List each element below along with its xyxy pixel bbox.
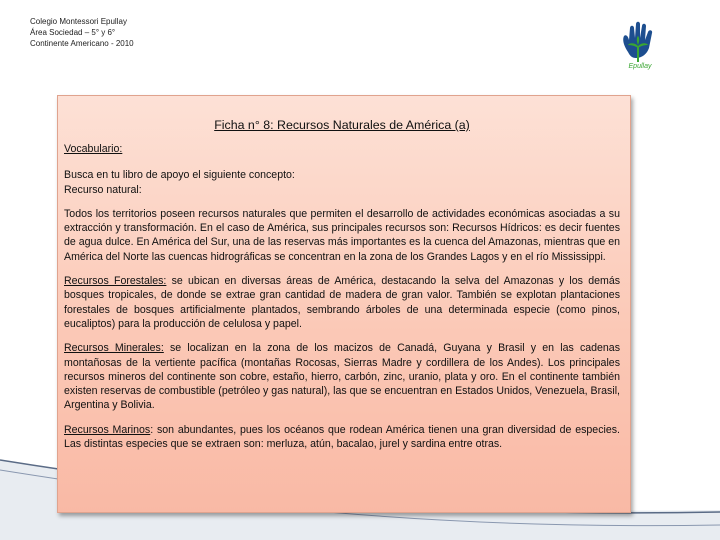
svg-text:Epullay: Epullay xyxy=(628,63,652,70)
forest-label: Recursos Forestales: xyxy=(64,275,167,288)
mineral-paragraph xyxy=(64,341,620,412)
forest-text: se ubican en diversas áreas de América, destacando la selva del Amazonas y los demás bosques tropicales, de donde se extrae gran cantidad de madera de gran valor. También se explotan plantaciones forestales de bosques artificialmente plantados, sembrando árboles de una determinada especie (como pinos, eucaliptos) para la producción de celulosa y papel. xyxy=(64,275,621,330)
vocabulary-label-text: Vocabulario: xyxy=(64,143,123,155)
subject-line: Continente Americano - 2010 xyxy=(30,39,134,48)
task-line-2: Recurso natural: xyxy=(64,183,142,196)
forest-paragraph xyxy=(64,274,620,331)
worksheet-card xyxy=(57,95,631,513)
marine-paragraph xyxy=(64,423,620,452)
worksheet-title: Ficha n° 8: Recursos Naturales de América (a) xyxy=(214,118,470,132)
school-name: Colegio Montessori Epullay xyxy=(30,17,127,26)
marine-label: Recursos Marinos xyxy=(64,423,151,436)
marine-text: : son abundantes, pues los océanos que rodean América tienen una gran diversidad de especies. Las distintas especies que se extraen son: merluza, atún, bacalao, jurel y sardina entre otras. xyxy=(64,423,620,451)
mineral-text: se localizan en la zona de los macizos de Canadá, Guyana y Brasil y en las cadenas montañosas de la vertiente pacífica (montañas Rocosas, Sierras Madre y cordillera de los Andes). Los principales recursos mineros del continente son cobre, estaño, hierro, carbón, zinc, uranio, plata y oro. En el continente también existen reservas de combustible (petróleo y gas natural), las que se encuentran en Estados Unidos, Venezuela, Brasil, Argentina y Bolivia. xyxy=(64,342,621,412)
task-block xyxy=(64,168,620,197)
mineral-label: Recursos Minerales: xyxy=(64,342,164,355)
area-line: Área Sociedad – 5° y 6° xyxy=(30,28,116,37)
task-line-1: Busca en tu libro de apoyo el siguiente concepto: xyxy=(64,169,295,182)
school-header xyxy=(30,16,134,49)
vocabulary-label xyxy=(64,142,620,156)
hand-tree-logo-icon xyxy=(614,18,666,70)
intro-paragraph: Todos los territorios poseen recursos naturales que permiten el desarrollo de actividades económicas asociadas a su extracción y transformación. En el caso de América, sus principales recursos son: Recursos Hídricos: es decir fuentes de agua dulce. En América del Sur, una de las reservas más importantes es la cuenca del Amazonas, mientras que en América del Norte las cuencas hidrográficas se concentran en la zona de los Grandes Lagos y en el río Mississippi. xyxy=(64,207,620,263)
